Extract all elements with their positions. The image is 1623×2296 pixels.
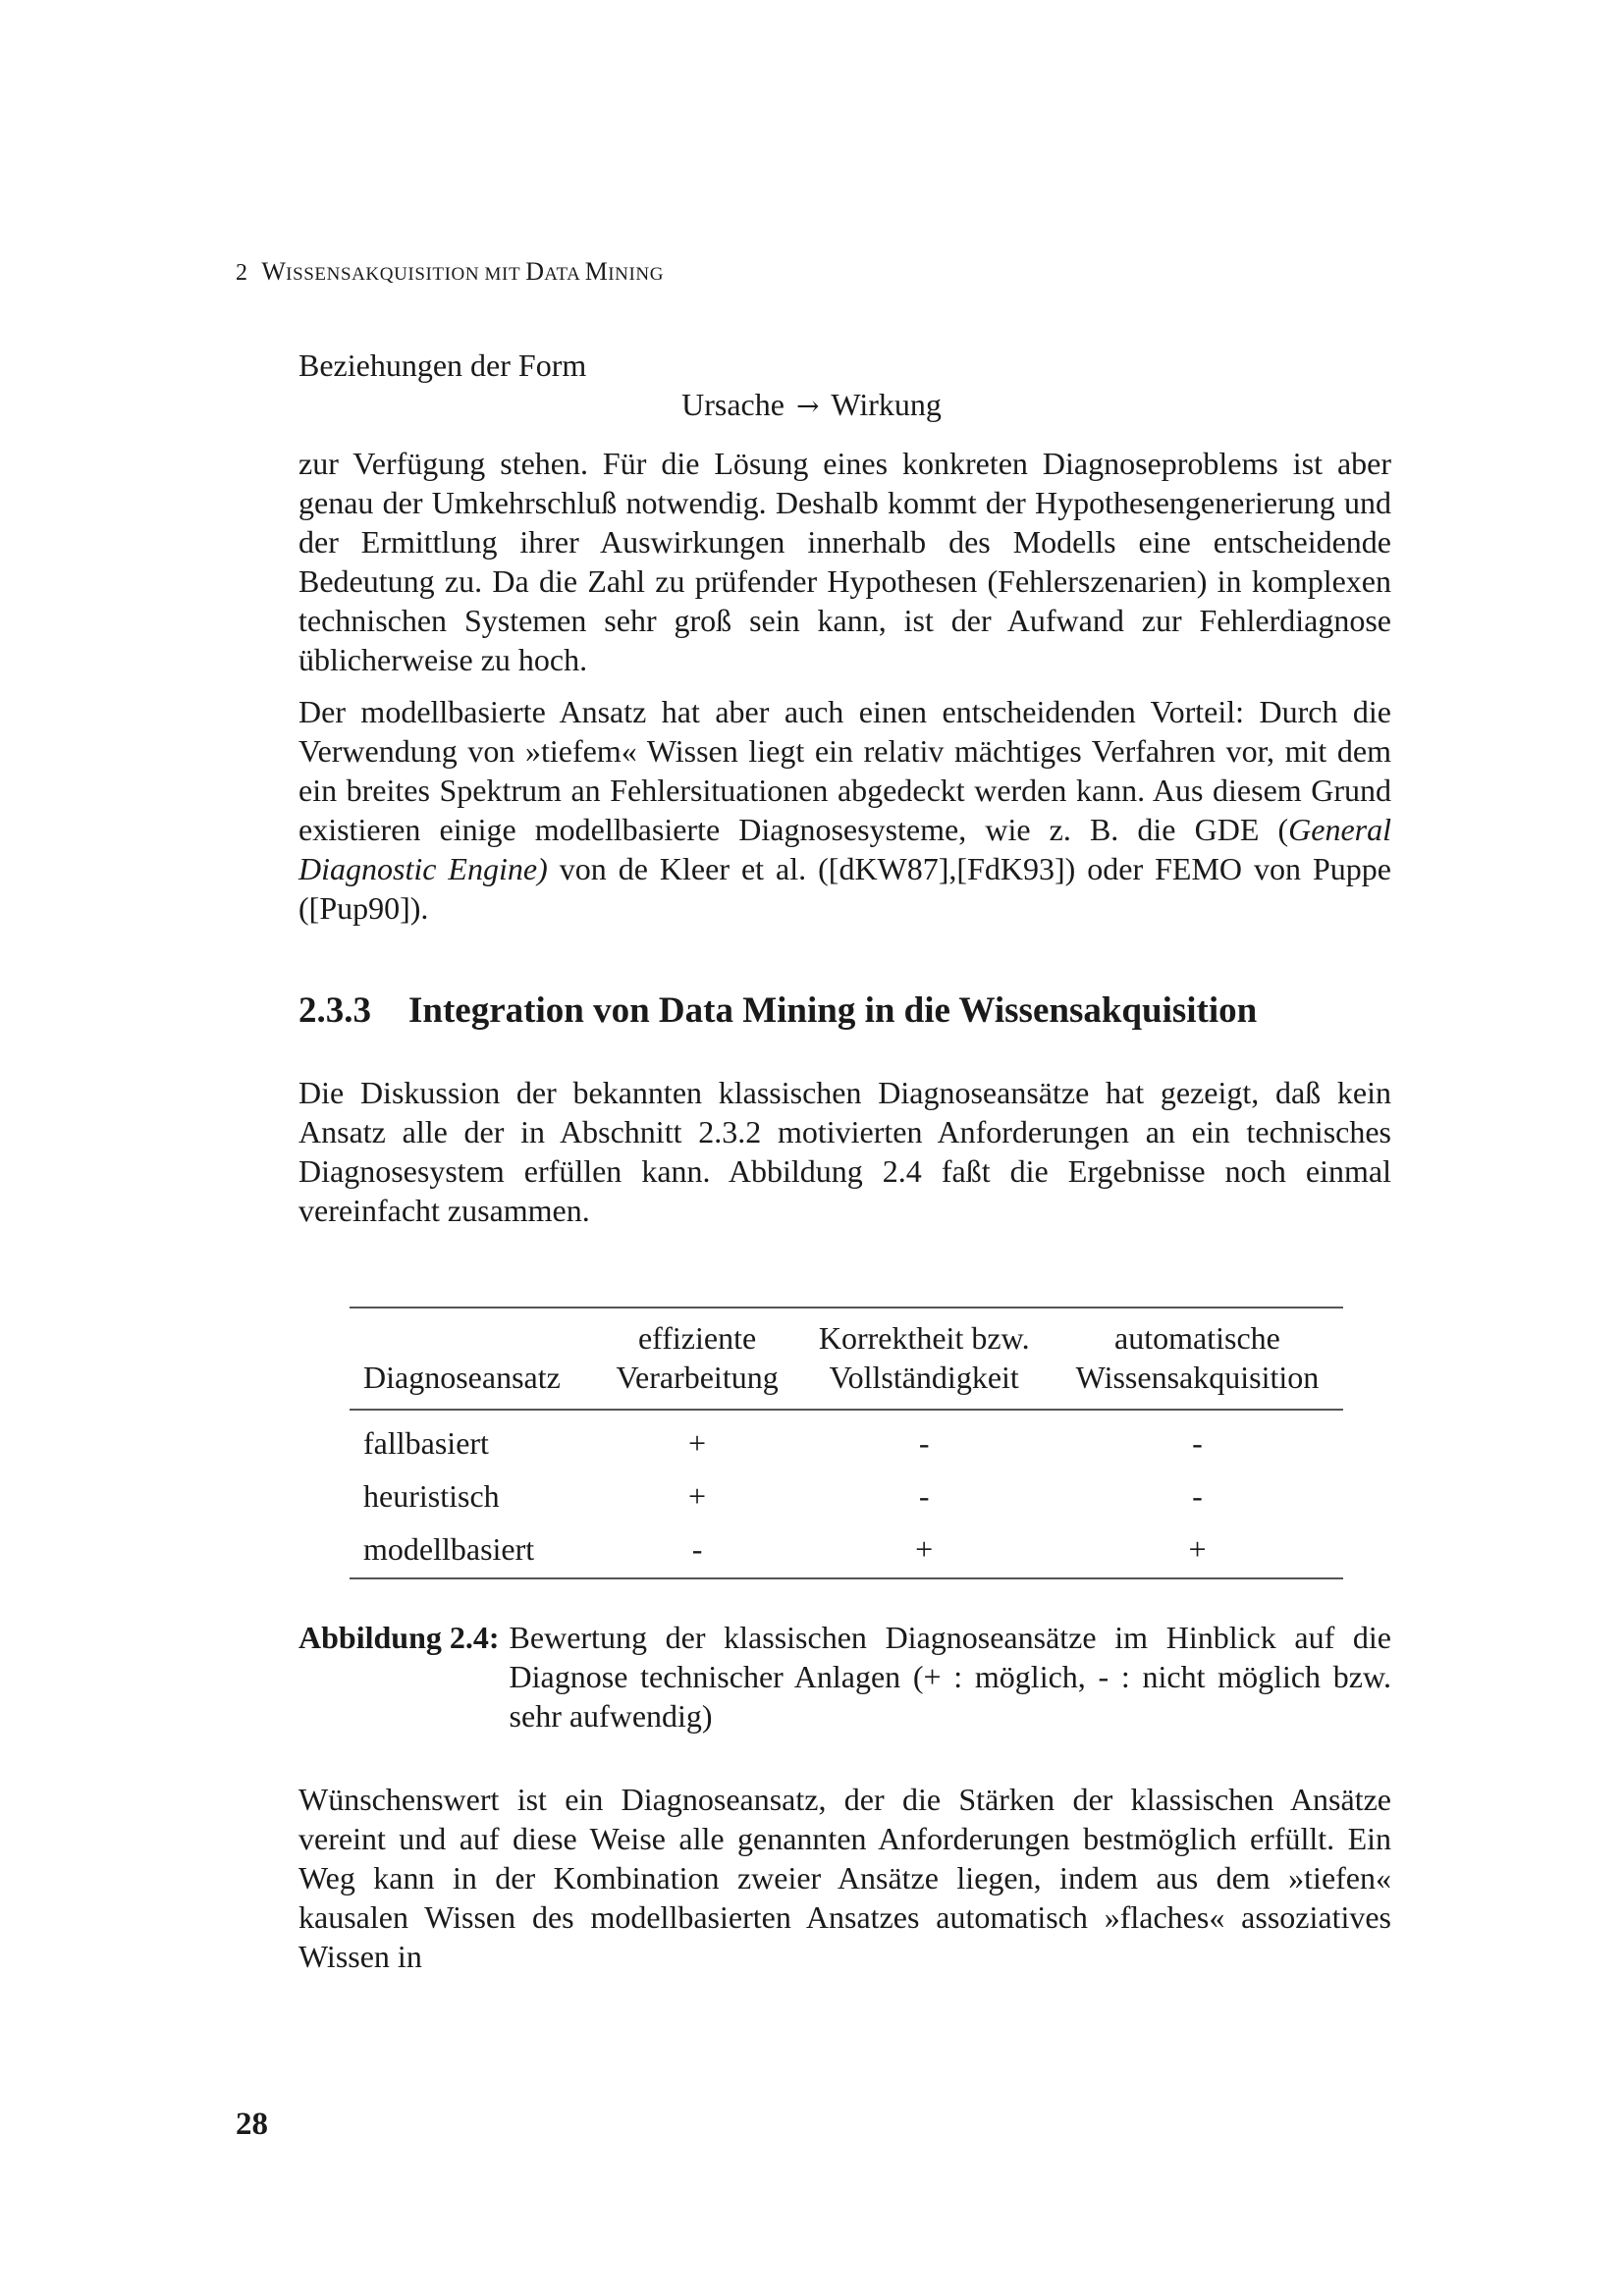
intro-line: Beziehungen der Form (298, 347, 587, 383)
table-cell: + (915, 1531, 934, 1567)
chapter-number: 2 (236, 260, 248, 286)
table-row (350, 1522, 1343, 1578)
section-number: 2.3.3 (298, 990, 371, 1031)
italic-term: General Diagnostic Engine) (298, 812, 1391, 886)
comparison-table (350, 1307, 1343, 1579)
header-knowledge-acquisition: automatische Wissensakquisition (1075, 1320, 1320, 1395)
formula-effect: Wirkung (831, 387, 942, 422)
caption-text: Bewertung der klassischen Diagnoseansätze im Hinblick auf die Diagnose technischer Anlagen (+ : möglich, - : nicht möglich bzw. sehr aufwendig) (509, 1620, 1391, 1734)
section-title: Integration von Data Mining in die Wissensakquisition (408, 990, 1258, 1031)
table-cell: fallbasiert (363, 1425, 489, 1461)
header-correctness: Korrektheit bzw. Vollständigkeit (818, 1320, 1030, 1395)
paragraph-4: Wünschenswert ist ein Diagnoseansatz, der die Stärken der klassischen Ansätze vereint und auf diese Weise alle genannten Anforderungen bestmöglich erfüllt. Ein Weg kann in der Kombination zweier Ansätze liegen, indem aus dem »tiefen« kausalen Wissen des modellbasierten Ansatzes automatisch »flaches« assoziatives Wissen in (298, 1782, 1391, 1974)
table-cell: - (918, 1425, 930, 1461)
paragraph-1: zur Verfügung stehen. Für die Lösung eines konkreten Diagnoseproblems ist aber genau der Umkehrschluß notwendig. Deshalb kommt der Hypothesengenerierung und der Ermittlung ihrer Auswirkungen innerhalb des Modells eine entscheidende Bedeutung zu. Da die Zahl zu prüfender Hypothesen (Fehlerszenarien) in komplexen technischen Systemen sehr groß sein kann, ist der Aufwand zur Fehlerdiagnose üblicherweise zu hoch. (298, 446, 1391, 677)
running-head (236, 257, 664, 287)
chapter-title: WISSENSAKQUISITION MIT DATA MINING (261, 257, 665, 286)
header-efficiency: effiziente Verarbeitung (616, 1320, 779, 1395)
table-header-row (350, 1308, 1343, 1410)
formula-cause: Ursache (681, 387, 784, 422)
arrow-icon: → (795, 390, 820, 422)
formula (0, 385, 1623, 426)
table-cell: - (918, 1478, 930, 1514)
table-cell: + (688, 1425, 707, 1461)
table-cell: + (688, 1478, 707, 1514)
paragraph-3: Die Diskussion der bekannten klassischen Diagnoseansätze hat gezeigt, daß kein Ansatz alle der in Abschnitt 2.3.2 motivierten Anforderungen an ein technisches Diagnosesystem erfüllen kann. Abbildung 2.4 faßt die Ergebnisse noch einmal vereinfacht zusammen. (298, 1075, 1391, 1228)
table-cell: heuristisch (363, 1478, 500, 1514)
caption-label: Abbildung 2.4: (298, 1620, 500, 1655)
table-row (350, 1469, 1343, 1522)
table-row (350, 1410, 1343, 1469)
table-cell: - (1192, 1425, 1203, 1461)
table-cell: + (1188, 1531, 1207, 1567)
figure-caption (298, 1618, 1391, 1735)
header-diagnoseansatz: Diagnoseansatz (363, 1360, 561, 1395)
table-cell: - (691, 1531, 703, 1567)
page-number: 28 (236, 2107, 268, 2142)
paragraph-2: Der modellbasierte Ansatz hat aber auch einen entscheidenden Vorteil: Durch die Verwendung von »tiefem« Wissen liegt ein relativ mächtiges Verfahren vor, mit dem ein breites Spektrum an Fehlersituationen abgedeckt werden kann. Aus diesem Grund existieren einige modellbasierte Diagnosesysteme, wie z. B. die GDE (General Diagnostic Engine) von de Kleer et al. ([dKW87],[FdK93]) oder FEMO von Puppe ([Pup90]). (298, 694, 1392, 926)
table-cell: - (1192, 1478, 1203, 1514)
table-cell: modellbasiert (363, 1531, 535, 1567)
section-heading (298, 989, 1257, 1032)
